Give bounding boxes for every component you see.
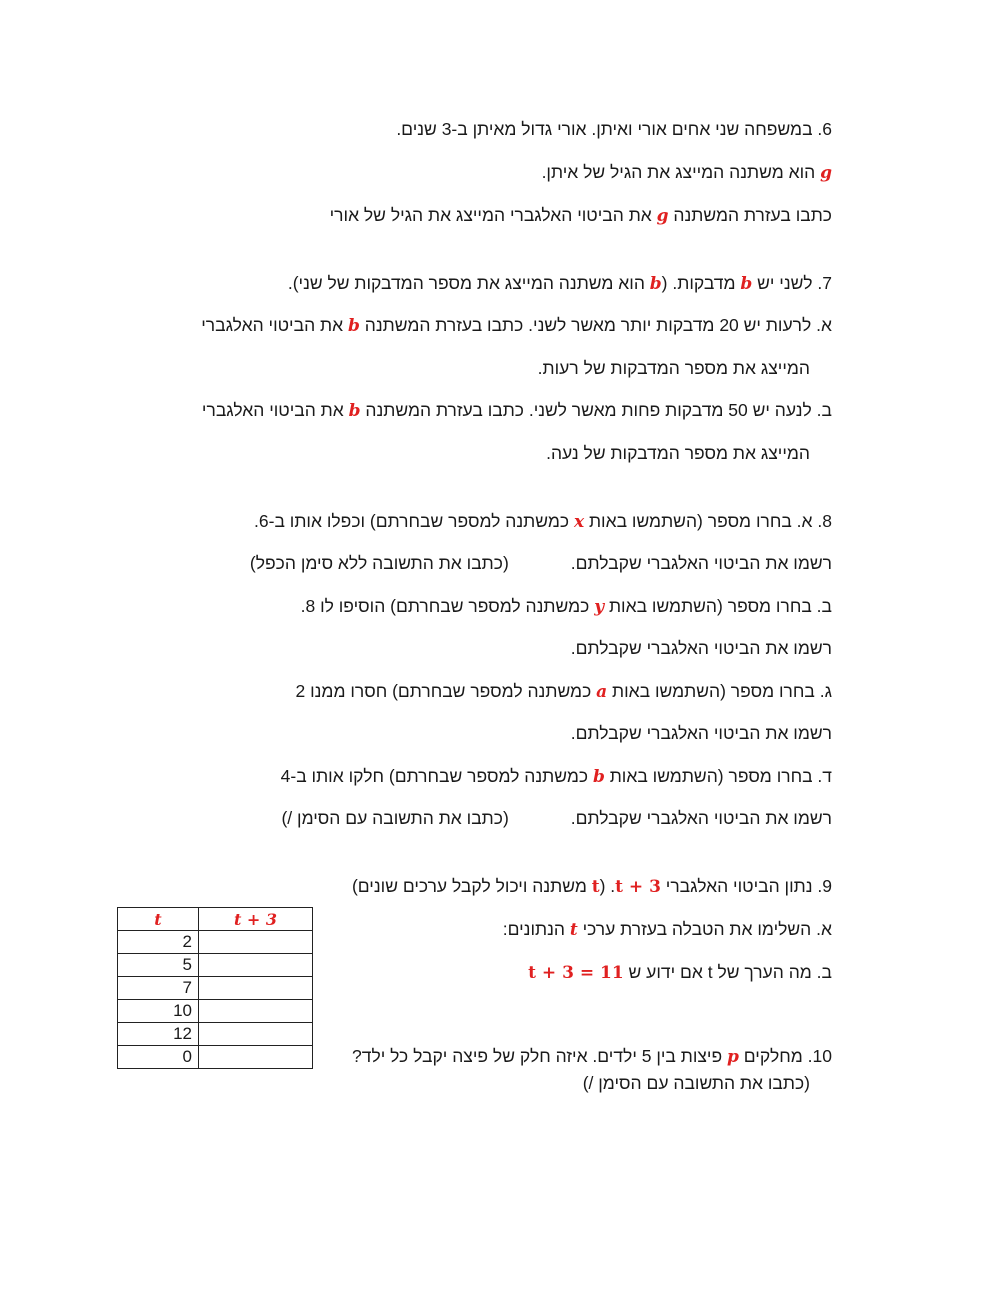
q6-line-3: כתבו בעזרת המשתנה g את הביטוי האלגברי המייצג את הגיל של אורי xyxy=(329,205,832,226)
table-row xyxy=(118,1046,313,1069)
var-b: b xyxy=(348,401,361,421)
var-x: x xyxy=(573,512,585,532)
q7-b-line-1: ב. לנעה יש 50 מדבקות פחות מאשר לשני. כתבו בעזרת המשתנה b את הביטוי האלגברי xyxy=(201,400,832,421)
answer-cell[interactable] xyxy=(199,977,313,1000)
t-value: 2 xyxy=(118,931,199,954)
var-y: y xyxy=(594,597,605,617)
q8-a-record: רשמו את הביטוי האלגברי שקבלתם.(כתבו את התשובה ללא סימן הכפל) xyxy=(249,553,832,573)
header-t-plus-3: t + 3 xyxy=(199,908,313,931)
var-b: b xyxy=(347,316,360,336)
q8-a-line: 8. א. בחרו מספר (השתמשו באות x כמשתנה למספר שבחרתם) וכפלו אותו ב-6. xyxy=(254,511,832,532)
var-t: t xyxy=(569,920,578,940)
var-a: a xyxy=(596,682,608,702)
t-value: 5 xyxy=(118,954,199,977)
var-t: t xyxy=(591,877,600,897)
answer-cell[interactable] xyxy=(199,1046,313,1069)
table-row xyxy=(118,1000,313,1023)
t-value: 7 xyxy=(118,977,199,1000)
q9-line-1: 9. נתון הביטוי האלגברי t + 3. (t משתנה ויכול לקבל ערכים שונים) xyxy=(351,876,832,897)
answer-cell[interactable] xyxy=(199,1023,313,1046)
table-row xyxy=(118,977,313,1000)
expression-t-plus-3: t + 3 xyxy=(615,877,661,897)
values-table xyxy=(117,907,313,1069)
q8-d-record: רשמו את הביטוי האלגברי שקבלתם.(כתבו את התשובה עם הסימן /) xyxy=(281,808,832,828)
table-row xyxy=(118,954,313,977)
var-b: b xyxy=(740,274,753,294)
var-g: g xyxy=(656,206,669,226)
answer-cell[interactable] xyxy=(199,954,313,977)
q10-line-2: (כתבו את התשובה עם הסימן /) xyxy=(582,1073,810,1093)
q7-b-line-2: המייצג את מספר המדבקות של נעה. xyxy=(546,443,810,463)
q8-d-line: ד. בחרו מספר (השתמשו באות b כמשתנה למספר שבחרתם) חלקו אותו ב-4 xyxy=(280,766,832,787)
q8-b-record: רשמו את הביטוי האלגברי שקבלתם. xyxy=(570,638,832,658)
q9-a-line: א. השלימו את הטבלה בעזרת ערכי t הנתונים: xyxy=(502,919,832,940)
q8-b-line: ב. בחרו מספר (השתמשו באות y כמשתנה למספר שבחרתם) הוסיפו לו 8. xyxy=(300,596,832,617)
table-header-row xyxy=(118,908,313,931)
var-b: b xyxy=(649,274,662,294)
table-row xyxy=(118,1023,313,1046)
t-value: 12 xyxy=(118,1023,199,1046)
q8-g-line: ג. בחרו מספר (השתמשו באות a כמשתנה למספר שבחרתם) חסרו ממנו 2 xyxy=(295,681,832,702)
q7-a-line-1: א. לרעות יש 20 מדבקות יותר מאשר לשני. כתבו בעזרת המשתנה b את הביטוי האלגברי xyxy=(201,315,832,336)
q8-g-record: רשמו את הביטוי האלגברי שקבלתם. xyxy=(570,723,832,743)
equation: t + 3 = 11 xyxy=(528,963,624,983)
answer-cell[interactable] xyxy=(199,1000,313,1023)
var-p: p xyxy=(727,1047,739,1067)
q10-line-1: 10. מחלקים p פיצות בין 5 ילדים. איזה חלק של פיצה יקבל כל ילד? xyxy=(352,1046,832,1067)
var-g: g xyxy=(820,163,832,183)
t-value: 10 xyxy=(118,1000,199,1023)
header-t: t xyxy=(118,908,199,931)
answer-cell[interactable] xyxy=(199,931,313,954)
q6-line-1: 6. במשפחה שני אחים אורי ואיתן. אורי גדול מאיתן ב-3 שנים. xyxy=(396,119,832,139)
table-row xyxy=(118,931,313,954)
q7-line-1: 7. לשני יש b מדבקות. (b הוא משתנה המייצג את מספר המדבקות של שני). xyxy=(287,273,832,294)
var-b: b xyxy=(592,767,605,787)
q6-line-2: g הוא משתנה המייצג את הגיל של איתן. xyxy=(541,162,832,183)
q9-b-line: ב. מה הערך של t אם ידוע ש t + 3 = 11 xyxy=(528,962,832,983)
t-value: 0 xyxy=(118,1046,199,1069)
q7-a-line-2: המייצג את מספר המדבקות של רעות. xyxy=(537,358,810,378)
